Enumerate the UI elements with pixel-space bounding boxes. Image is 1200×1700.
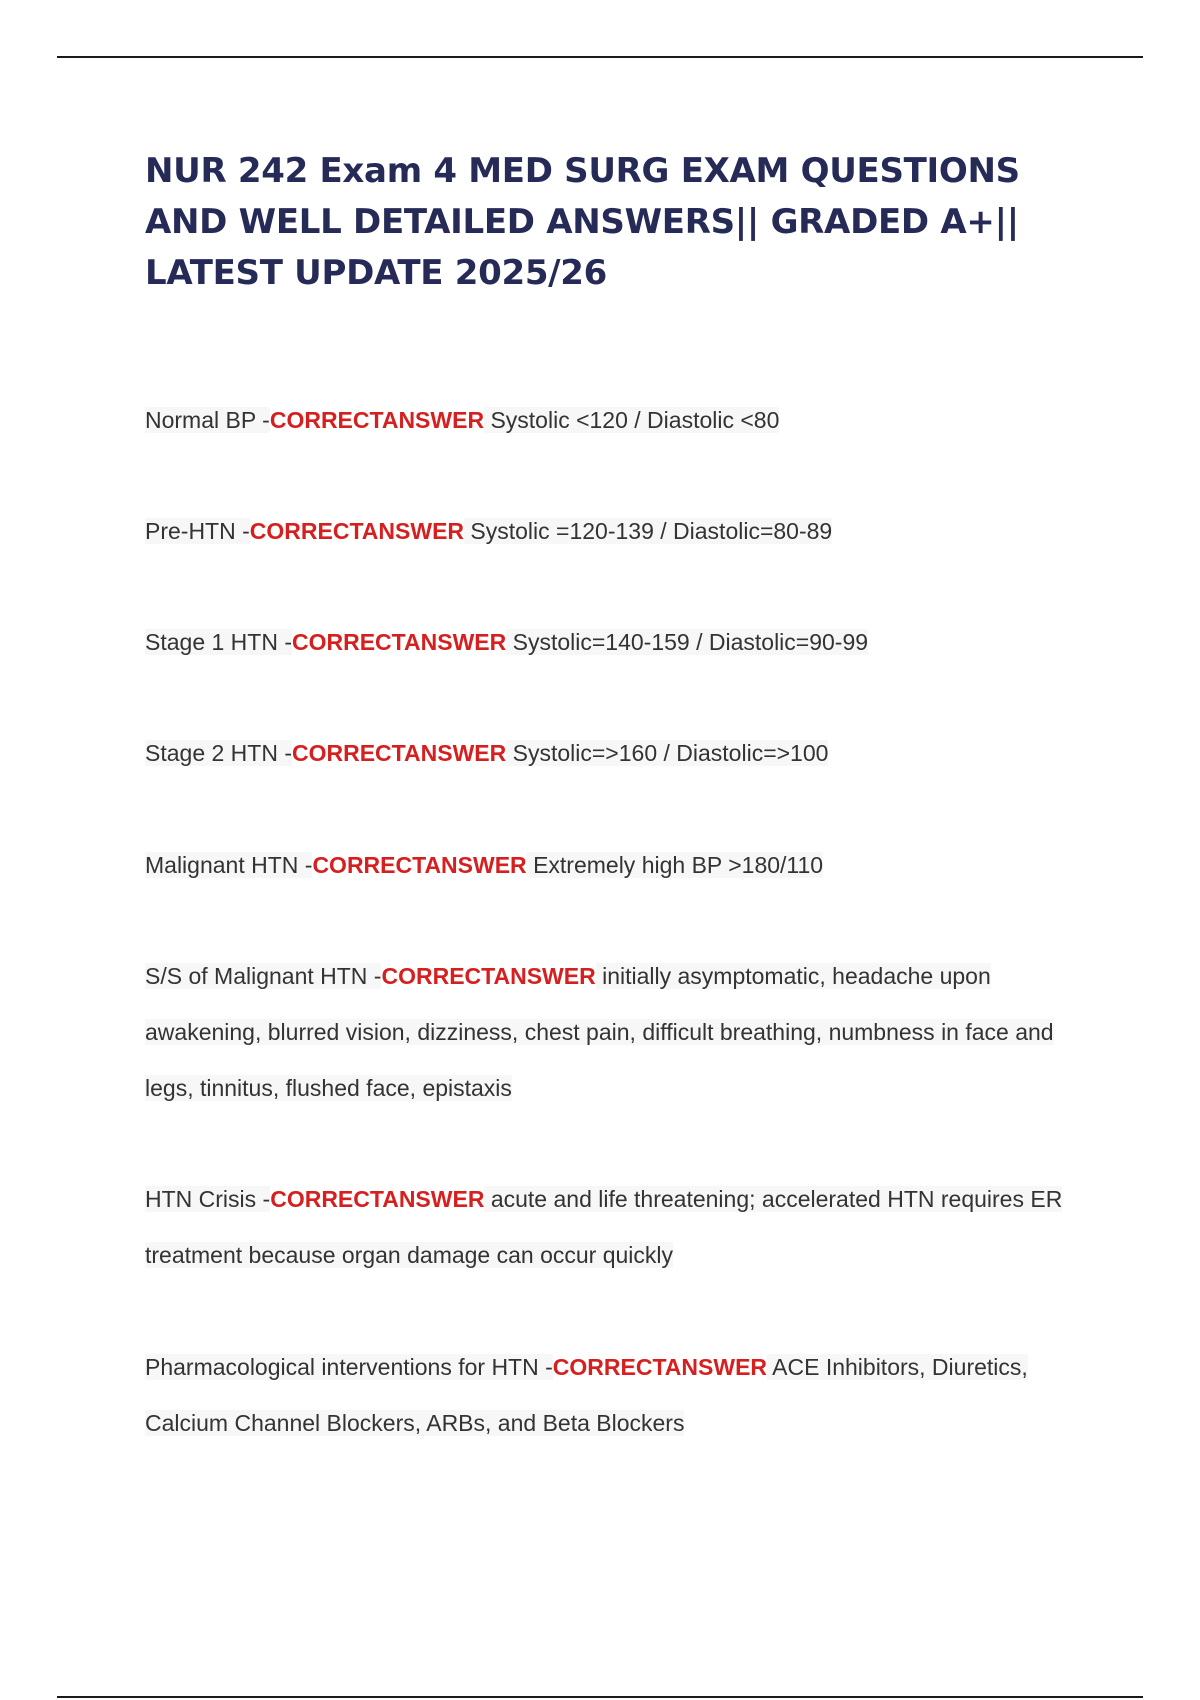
qa-answer: initially asymptomatic, headache upon awakening, blurred vision, dizziness, chest pain, difficult breathing, numbness in face and legs, tinnitus, flushed face, epistaxis xyxy=(145,963,1054,1101)
qa-question: Stage 1 HTN - xyxy=(145,629,292,655)
qa-question: Malignant HTN - xyxy=(145,852,313,878)
qa-item-stage2-htn xyxy=(145,725,1105,781)
qa-item-normal-bp xyxy=(145,392,1105,448)
document-title: NUR 242 Exam 4 MED SURG EXAM QUESTIONS AND WELL DETAILED ANSWERS|| GRADED A+|| LATEST UPDATE 2025/26 xyxy=(145,151,1020,293)
correct-answer-marker: CORRECTANSWER xyxy=(381,963,596,989)
correct-answer-marker: CORRECTANSWER xyxy=(292,740,507,766)
qa-answer: Systolic <120 / Diastolic <80 xyxy=(490,407,780,433)
correct-answer-marker: CORRECTANSWER xyxy=(249,518,465,544)
qa-question: Pre-HTN - xyxy=(145,518,250,544)
qa-answer: ACE Inhibitors, Diuretics, Calcium Channel Blockers, ARBs, and Beta Blockers xyxy=(145,1354,1028,1436)
qa-item-stage1-htn xyxy=(145,614,1105,670)
qa-answer: acute and life threatening; accelerated HTN requires ER treatment because organ damage can occur quickly xyxy=(145,1186,1063,1268)
correct-answer-marker: CORRECTANSWER xyxy=(269,407,485,433)
bottom-divider xyxy=(57,1696,1143,1698)
qa-answer: Systolic=140-159 / Diastolic=90-99 xyxy=(512,629,869,655)
qa-item-htn-crisis xyxy=(145,1171,1105,1283)
qa-item-pharmacological-interventions xyxy=(145,1339,1105,1451)
qa-question: Normal BP - xyxy=(145,407,270,433)
qa-item-malignant-htn xyxy=(145,837,1105,893)
qa-answer: Systolic=>160 / Diastolic=>100 xyxy=(512,740,829,766)
correct-answer-marker: CORRECTANSWER xyxy=(312,852,527,878)
qa-answer: Systolic =120-139 / Diastolic=80-89 xyxy=(470,518,833,544)
qa-item-malignant-htn-signs xyxy=(145,948,1105,1116)
qa-question: S/S of Malignant HTN - xyxy=(145,963,382,989)
qa-answer: Extremely high BP >180/110 xyxy=(533,852,824,878)
top-divider xyxy=(57,56,1143,58)
qa-question: HTN Crisis - xyxy=(145,1186,271,1212)
qa-question: Pharmacological interventions for HTN - xyxy=(145,1354,553,1380)
qa-item-pre-htn xyxy=(145,503,1105,559)
correct-answer-marker: CORRECTANSWER xyxy=(270,1186,485,1212)
correct-answer-marker: CORRECTANSWER xyxy=(292,629,507,655)
qa-question: Stage 2 HTN - xyxy=(145,740,292,766)
correct-answer-marker: CORRECTANSWER xyxy=(552,1354,768,1380)
